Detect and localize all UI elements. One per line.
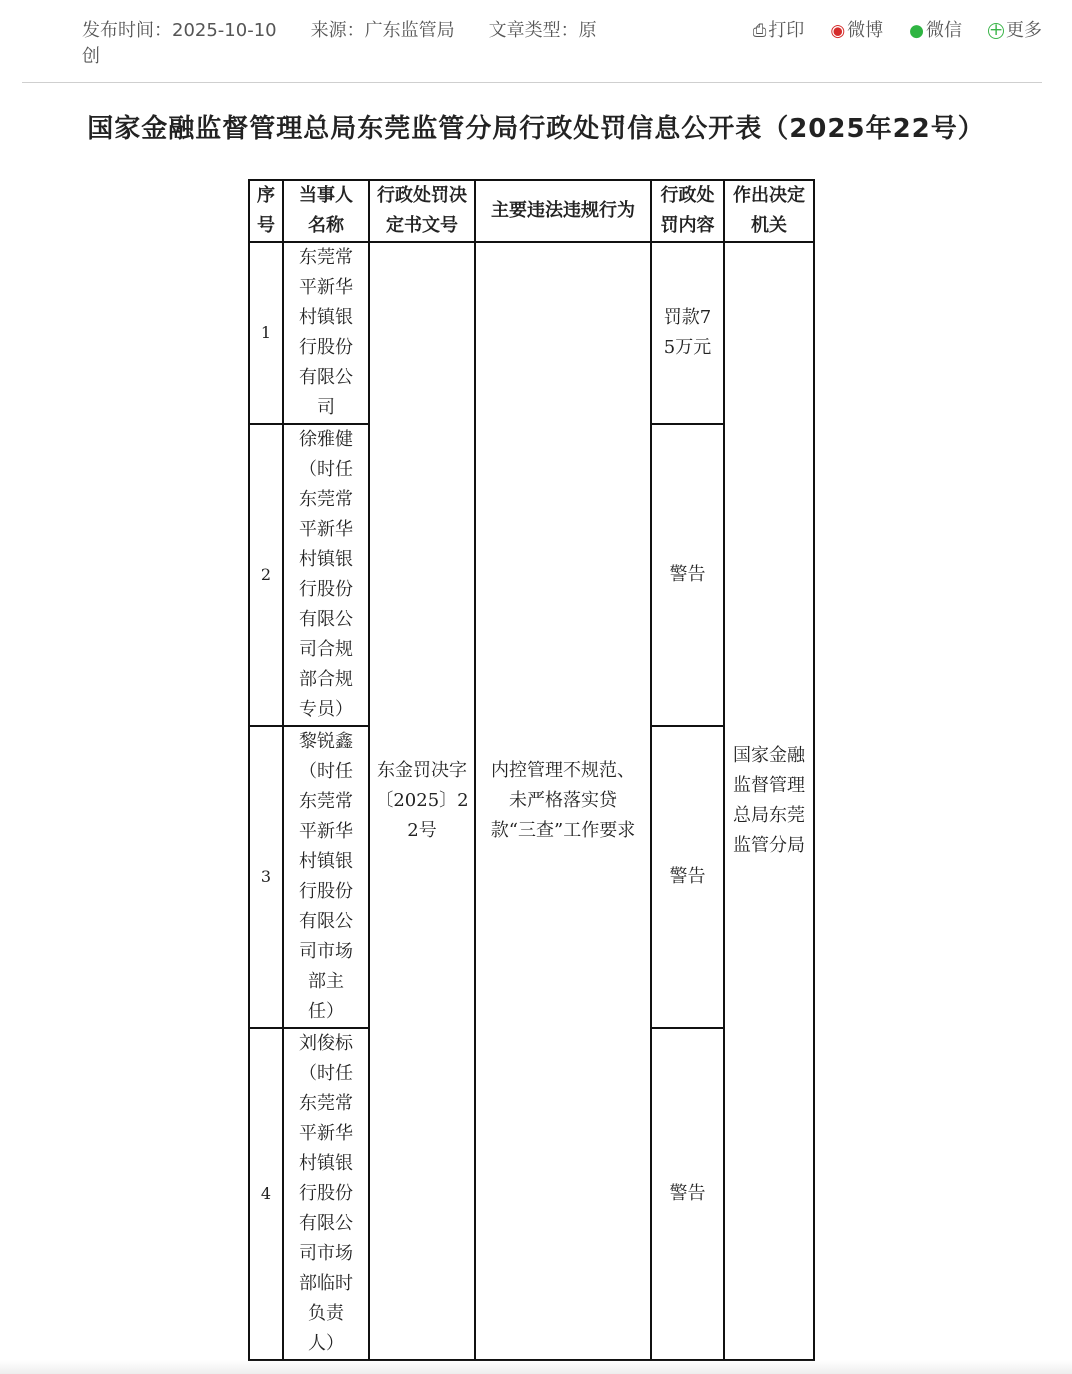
wechat-share-button[interactable] xyxy=(909,18,962,44)
wechat-icon: ● xyxy=(909,21,924,41)
more-label: 更多 xyxy=(1006,20,1042,41)
row-no: 1 xyxy=(249,242,283,424)
wechat-label: 微信 xyxy=(926,20,962,41)
source-label: 来源： xyxy=(310,20,365,41)
penalty-cell: 警告 xyxy=(651,1028,724,1360)
header-no: 序号 xyxy=(249,180,283,242)
header-penalty: 行政处罚内容 xyxy=(651,180,724,242)
header-doc-number: 行政处罚决定书文号 xyxy=(369,180,475,242)
source xyxy=(311,20,455,41)
header-authority: 作出决定机关 xyxy=(724,180,814,242)
bottom-edge xyxy=(0,1360,1072,1374)
penalty-table xyxy=(248,179,815,1361)
print-label: 打印 xyxy=(768,20,805,41)
print-button[interactable] xyxy=(753,18,805,44)
source-value: 广东监管局 xyxy=(364,20,455,41)
header-party: 当事人名称 xyxy=(283,180,369,242)
page-title: 国家金融监督管理总局东莞监管分局行政处罚信息公开表（2025年22号） xyxy=(87,114,985,144)
violation-cell: 内控管理不规范、未严格落实贷款“三查”工作要求 xyxy=(475,242,651,1360)
article-type-label: 文章类型： xyxy=(488,20,579,41)
table-header-row xyxy=(249,180,814,242)
penalty-cell: 罚款75万元 xyxy=(651,242,724,424)
more-share-button[interactable] xyxy=(988,18,1042,44)
row-no: 2 xyxy=(249,424,283,726)
article-meta-bar xyxy=(22,0,1042,83)
penalty-cell: 警告 xyxy=(651,424,724,726)
printer-icon: ⎙ xyxy=(752,21,767,41)
row-no: 4 xyxy=(249,1028,283,1360)
publish-time-label: 发布时间： xyxy=(82,20,172,41)
doc-number-cell: 东金罚决字〔2025〕22号 xyxy=(369,242,475,1360)
weibo-label: 微博 xyxy=(847,20,884,41)
publish-time xyxy=(82,20,277,41)
table-row xyxy=(249,242,814,424)
party-name-cell: 黎锐鑫（时任东莞常平新华村镇银行股份有限公司市场部主任） xyxy=(283,726,369,1028)
party-name-cell: 刘俊标（时任东莞常平新华村镇银行股份有限公司市场部临时负责人） xyxy=(283,1028,369,1360)
header-violation: 主要违法违规行为 xyxy=(475,180,651,242)
share-toolbar xyxy=(753,18,1042,44)
weibo-icon: ◉ xyxy=(830,21,846,41)
party-name-cell: 东莞常平新华村镇银行股份有限公司 xyxy=(283,242,369,424)
authority-cell: 国家金融监督管理总局东莞监管分局 xyxy=(724,242,814,1360)
plus-circle-icon: + xyxy=(989,20,1004,40)
row-no: 3 xyxy=(249,726,283,1028)
penalty-cell: 警告 xyxy=(651,726,724,1028)
article-type-value: 原创 xyxy=(82,20,597,67)
article-meta xyxy=(82,18,642,70)
weibo-share-button[interactable] xyxy=(830,18,883,44)
publish-time-value: 2025-10-10 xyxy=(172,20,277,41)
party-name-cell: 徐雅健（时任东莞常平新华村镇银行股份有限公司合规部合规专员） xyxy=(283,424,369,726)
